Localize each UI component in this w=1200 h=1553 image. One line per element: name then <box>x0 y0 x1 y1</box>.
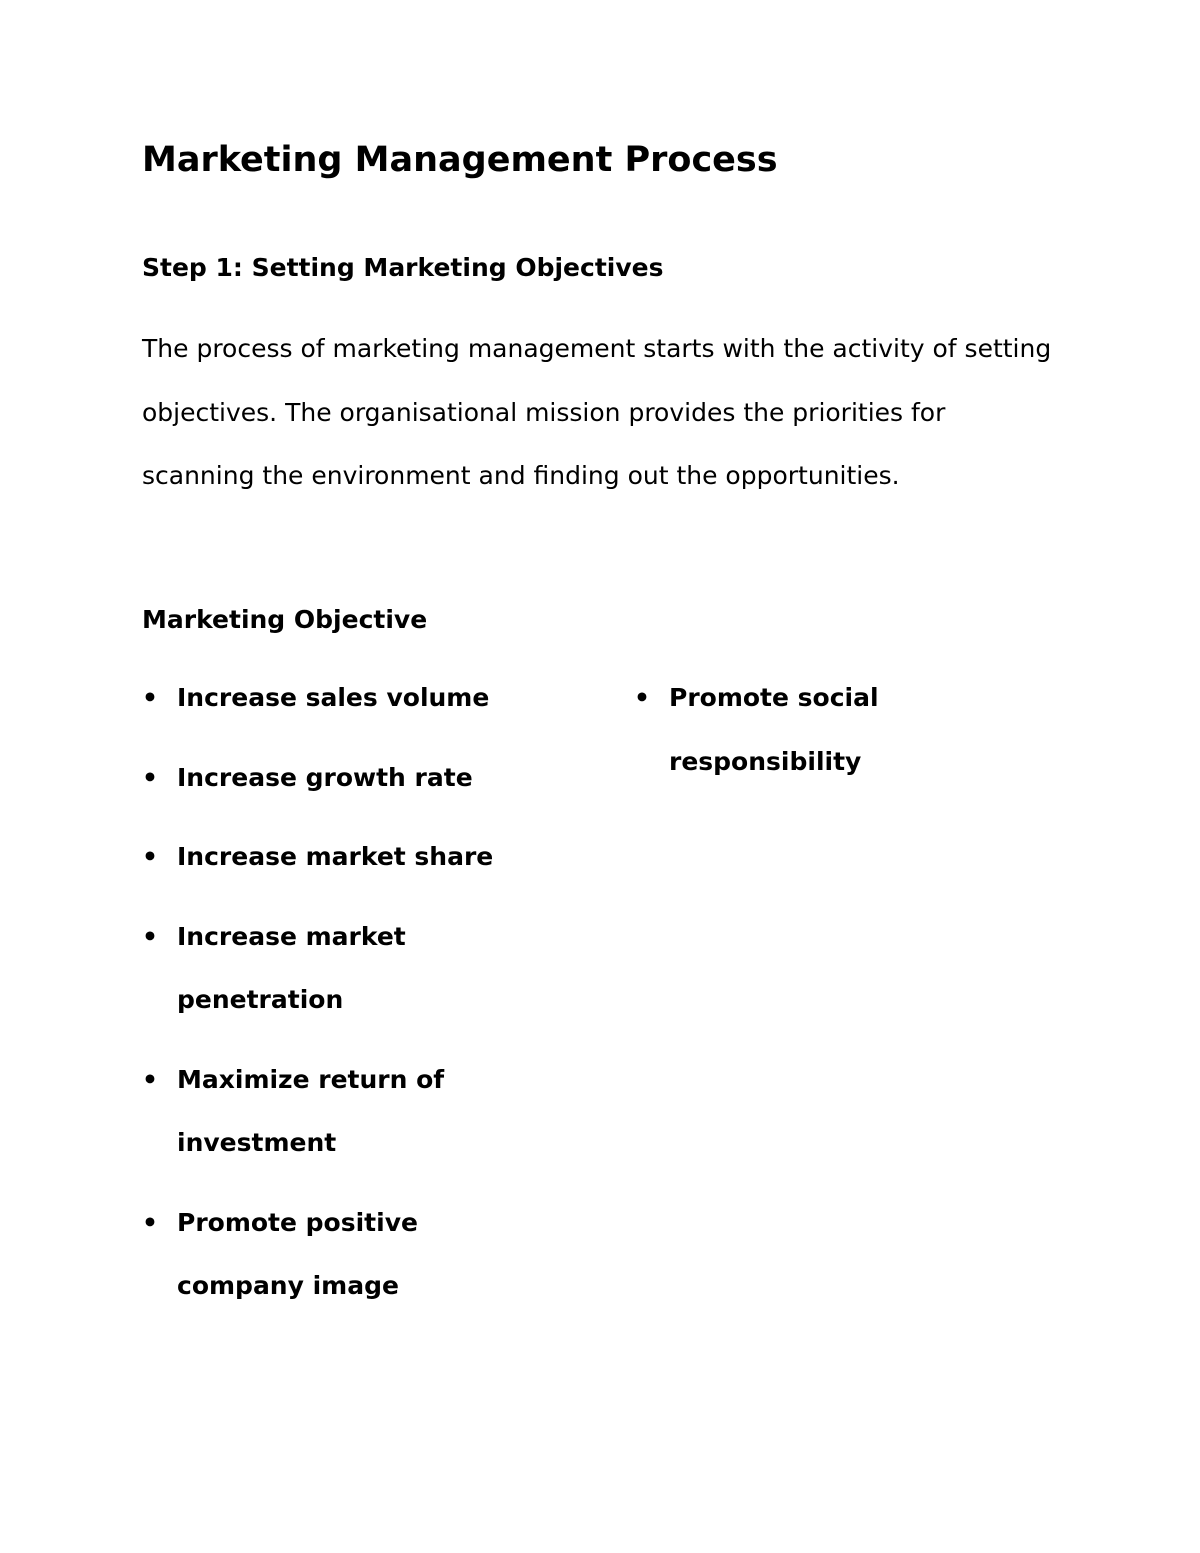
document-title: Marketing Management Process <box>142 140 778 180</box>
step-heading: Step 1: Setting Marketing Objectives <box>142 253 664 282</box>
list-item-label: Promote social responsibility <box>669 683 879 776</box>
objectives-list-right <box>634 666 934 809</box>
list-item <box>142 1191 542 1318</box>
list-item <box>142 746 542 810</box>
bullet-icon: • <box>142 1064 158 1094</box>
bullet-icon: • <box>142 1207 158 1237</box>
intro-paragraph: The process of marketing management starts with the activity of setting objectives. The organisational mission provides the priorities for scanning the environment and finding out the opportunities. <box>142 334 1052 490</box>
list-item-label: Maximize return of investment <box>177 1064 445 1157</box>
list-item <box>142 666 542 730</box>
bullet-icon: • <box>142 921 158 951</box>
list-item <box>142 905 542 1032</box>
list-item <box>142 1048 542 1175</box>
list-item-label: Increase market penetration <box>177 921 406 1014</box>
objectives-heading: Marketing Objective <box>142 605 428 634</box>
bullet-icon: • <box>142 842 158 871</box>
list-item-label: Increase growth rate <box>177 762 473 792</box>
bullet-icon: • <box>634 683 650 712</box>
list-item-label: Promote positive company image <box>177 1207 418 1300</box>
objectives-list-left <box>142 666 542 1334</box>
list-item-label: Increase market share <box>177 842 494 871</box>
list-item <box>142 825 542 889</box>
bullet-icon: • <box>142 683 158 712</box>
list-item-label: Increase sales volume <box>177 683 490 712</box>
bullet-icon: • <box>142 762 158 792</box>
list-item <box>634 666 934 793</box>
